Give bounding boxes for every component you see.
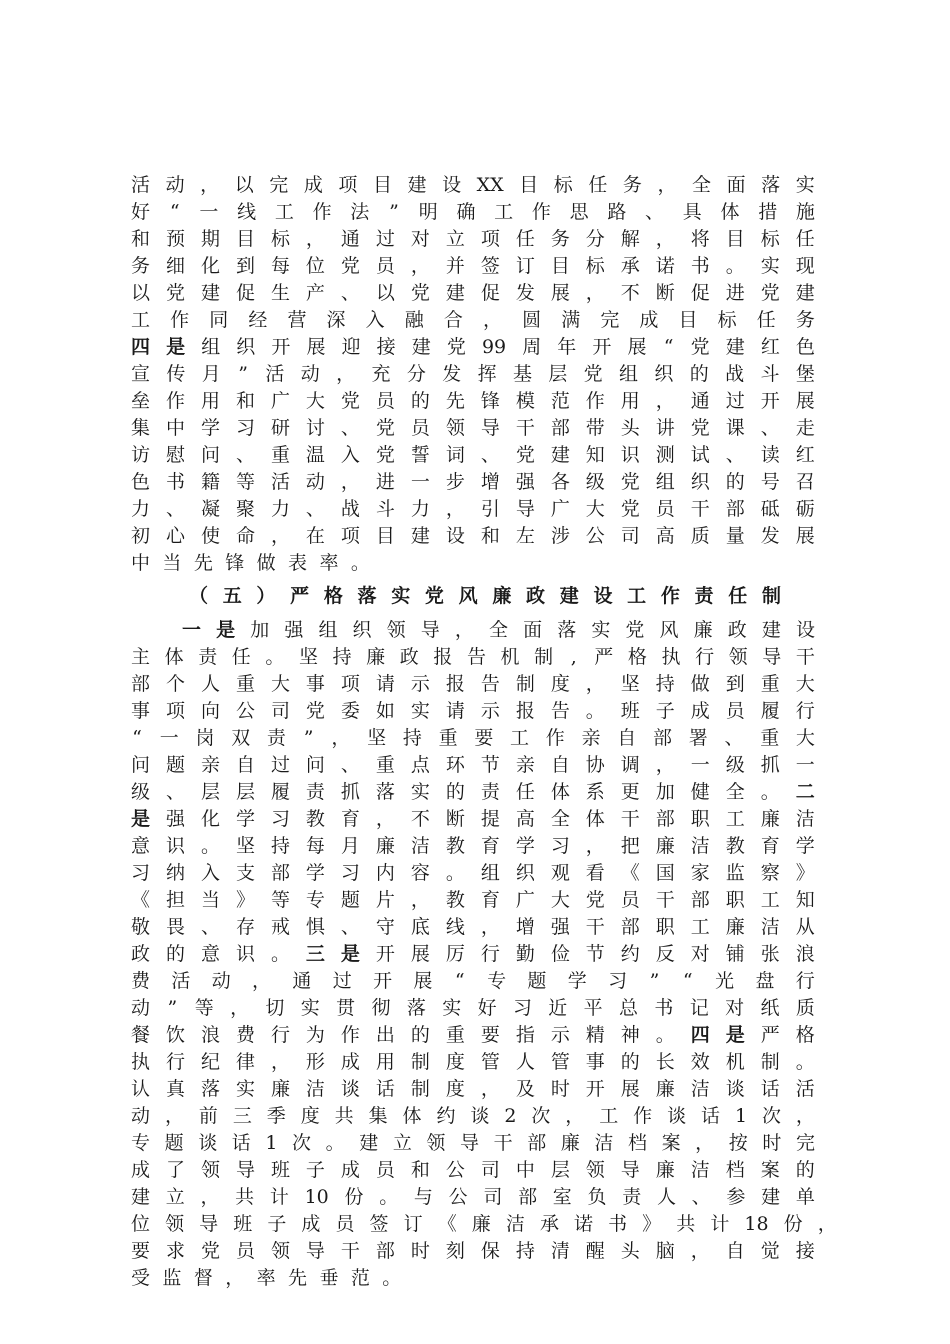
text-line: 动 ， 前 三 季 度 共 集 体 约 谈 2 次 ， 工 作 谈 话 1 次 ，	[131, 1105, 815, 1127]
text-line: 力 、 凝 聚 力 、 战 斗 力 ， 引 导 广 大 党 员 干 部 砥 砺	[131, 498, 815, 520]
text-line: 问 题 亲 自 过 问 、 重 点 环 节 亲 自 协 调 ， 一 级 抓 一	[131, 754, 815, 776]
text-line: 色 书 籍 等 活 动 ， 进 一 步 增 强 各 级 党 组 织 的 号 召	[131, 471, 815, 493]
text-line: 专 题 谈 话 1 次 。 建 立 领 导 干 部 廉 洁 档 案 ， 按 时 完	[131, 1132, 815, 1154]
text-line: 成 了 领 导 班 子 成 员 和 公 司 中 层 领 导 廉 洁 档 案 的	[131, 1159, 815, 1181]
text-line: 位 领 导 班 子 成 员 签 订 《 廉 洁 承 诺 书 》 共 计 18 份 ，	[131, 1213, 837, 1235]
text-line: 中 当 先 锋 做 表 率 。	[131, 552, 370, 574]
text-line: 动 ” 等 ， 切 实 贯 彻 落 实 好 习 近 平 总 书 记 对 纸 质	[131, 997, 815, 1019]
text-line: 访 慰 问 、 重 温 入 党 誓 词 、 党 建 知 识 测 试 、 读 红	[131, 444, 815, 466]
text-line: 认 真 落 实 廉 洁 谈 话 制 度 ， 及 时 开 展 廉 洁 谈 话 活	[131, 1078, 815, 1100]
text-line: 级 、 层 层 履 责 抓 落 实 的 责 任 体 系 更 加 健 全 。 二	[131, 781, 815, 803]
text-line: 《 担 当 》 等 专 题 片 ， 教 育 广 大 党 员 干 部 职 工 知	[131, 889, 815, 911]
text-line: 活 动 ， 以 完 成 项 目 建 设 XX 目 标 任 务 ， 全 面 落 实	[131, 174, 815, 196]
text-line: 以 党 建 促 生 产 、 以 党 建 促 发 展 ， 不 断 促 进 党 建	[131, 282, 815, 304]
text-line: “ 一 岗 双 责 ” ， 坚 持 重 要 工 作 亲 自 部 署 、 重 大	[132, 727, 815, 749]
text-line: 习 纳 入 支 部 学 习 内 容 。 组 织 观 看 《 国 家 监 察 》	[131, 862, 815, 884]
text-line: 建 立 ， 共 计 10 份 。 与 公 司 部 室 负 责 人 、 参 建 单	[131, 1186, 815, 1208]
text-line: 敬 畏 、 存 戒 惧 、 守 底 线 ， 增 强 干 部 职 工 廉 洁 从	[131, 916, 815, 938]
text-line: 四 是 组 织 开 展 迎 接 建 党 99 周 年 开 展 “ 党 建 红 色	[131, 336, 815, 358]
text-line: 费 活 动 ， 通 过 开 展 “ 专 题 学 习 ” “ 光 盘 行	[131, 970, 815, 992]
text-line: 主 体 责 任 。 坚 持 廉 政 报 告 机 制 , 严 格 执 行 领 导 干	[131, 646, 815, 668]
text-line: 垒 作 用 和 广 大 党 员 的 先 锋 模 范 作 用 ， 通 过 开 展	[131, 390, 815, 412]
text-line: 部 个 人 重 大 事 项 请 示 报 告 制 度 ， 坚 持 做 到 重 大	[131, 673, 815, 695]
text-line: 要 求 党 员 领 导 干 部 时 刻 保 持 清 醒 头 脑 ， 自 觉 接	[131, 1240, 815, 1262]
text-line: 初 心 使 命 ， 在 项 目 建 设 和 左 涉 公 司 高 质 量 发 展	[131, 525, 815, 547]
text-line: 事 项 向 公 司 党 委 如 实 请 示 报 告 。 班 子 成 员 履 行	[131, 700, 815, 722]
text-line: 餐 饮 浪 费 行 为 作 出 的 重 要 指 示 精 神 。 四 是 严 格	[131, 1024, 815, 1046]
text-line: 意 识 。 坚 持 每 月 廉 洁 教 育 学 习 ， 把 廉 洁 教 育 学	[131, 835, 815, 857]
section-heading: （ 五 ） 严 格 落 实 党 风 廉 政 建 设 工 作 责 任 制	[189, 585, 781, 607]
text-line: 一 是 加 强 组 织 领 导 ， 全 面 落 实 党 风 廉 政 建 设	[182, 619, 815, 641]
text-line: 宣 传 月 ” 活 动 ， 充 分 发 挥 基 层 党 组 织 的 战 斗 堡	[131, 363, 815, 385]
text-line: 好 “ 一 线 工 作 法 ” 明 确 工 作 思 路 、 具 体 措 施	[131, 201, 815, 223]
text-line: 工 作 同 经 营 深 入 融 合 ， 圆 满 完 成 目 标 任 务	[131, 309, 815, 331]
text-line: 集 中 学 习 研 讨 、 党 员 领 导 干 部 带 头 讲 党 课 、 走	[131, 417, 815, 439]
text-line: 务 细 化 到 每 位 党 员 ， 并 签 订 目 标 承 诺 书 。 实 现	[131, 255, 815, 277]
text-line: 执 行 纪 律 ， 形 成 用 制 度 管 人 管 事 的 长 效 机 制 。	[131, 1051, 815, 1073]
text-line: 是 强 化 学 习 教 育 ， 不 断 提 高 全 体 干 部 职 工 廉 洁	[131, 808, 815, 830]
text-line: 受 监 督 ， 率 先 垂 范 。	[131, 1267, 402, 1289]
text-line: 和 预 期 目 标 ， 通 过 对 立 项 任 务 分 解 ， 将 目 标 任	[131, 228, 815, 250]
text-line: 政 的 意 识 。 三 是 开 展 厉 行 勤 俭 节 约 反 对 铺 张 浪	[131, 943, 815, 965]
